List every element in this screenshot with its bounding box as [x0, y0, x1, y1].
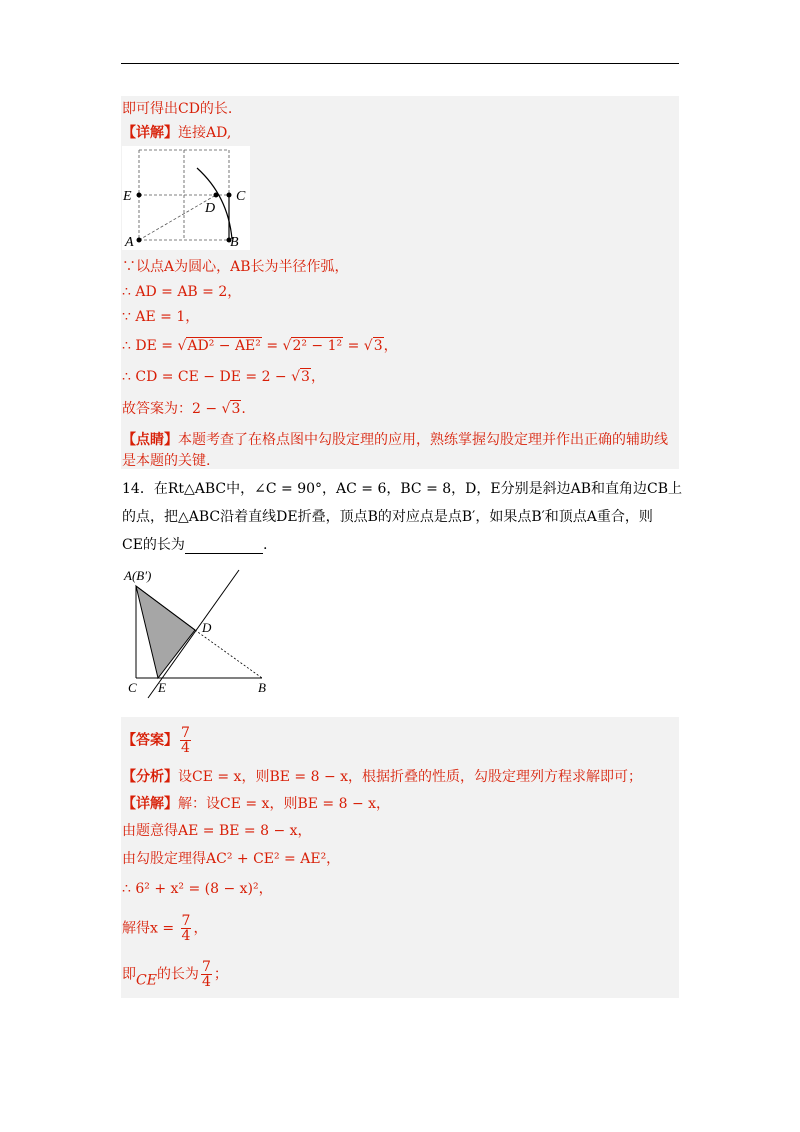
label-e: E — [123, 189, 132, 204]
answer-denominator: 4 — [181, 740, 190, 756]
answer-value: 2 − — [192, 401, 222, 417]
comment-line-2: 是本题的关键. — [122, 453, 211, 469]
final-mid: 的长为 — [156, 966, 199, 983]
question-14-prefix: CE的长为 — [122, 537, 185, 553]
solution-step-5 — [122, 960, 228, 990]
label-d: D — [205, 201, 216, 216]
analysis-line — [122, 768, 642, 786]
label-c: C — [236, 189, 246, 204]
comment-line — [122, 431, 668, 449]
fold-triangle-figure — [122, 566, 272, 706]
detail-tag: 【详解】 — [122, 125, 178, 141]
step-4-solve-prefix: 解得x = — [122, 920, 179, 937]
solve-fraction — [181, 914, 192, 943]
solution-step-3: ∴ 6² + x² = (8 − x)²， — [122, 881, 273, 897]
detail-line-14 — [122, 795, 390, 813]
label-b-2: B — [258, 680, 266, 695]
header-rule — [121, 63, 679, 64]
step-4-radicand-3: 3 — [373, 338, 383, 354]
step-4-prefix: ∴ DE = — [122, 338, 178, 354]
step-4-eq-2: = — [343, 338, 364, 354]
conclude-line: 即可得出CD的长. — [122, 101, 233, 117]
label-a: A — [125, 235, 134, 250]
final-fraction — [201, 960, 212, 989]
analysis-text: 设CE = x，则BE = 8 − x，根据折叠的性质，勾股定理列方程求解即可； — [178, 769, 643, 785]
step-4-radicand-1: AD² − AE² — [187, 338, 261, 354]
answer-prefix: 故答案为： — [122, 401, 192, 417]
step-2: ∴ AD = AB = 2， — [122, 284, 242, 300]
answer-blank[interactable] — [185, 539, 263, 554]
solve-denominator: 4 — [181, 928, 191, 944]
answer-suffix: . — [241, 401, 246, 417]
question-14-suffix: . — [262, 537, 268, 553]
detail-line — [122, 124, 231, 142]
final-numerator: 7 — [201, 959, 211, 975]
solution-step-1: 由题意得AE = BE = 8 − x， — [122, 823, 312, 839]
step-1: ∵以点A为圆心，AB长为半径作弧， — [122, 259, 349, 275]
comment-text: 本题考查了在格点图中勾股定理的应用，熟练掌握勾股定理并作出正确的辅助线 — [178, 432, 668, 448]
final-ce: CE — [136, 972, 157, 989]
answer-fraction — [180, 726, 191, 755]
solution-step-2: 由勾股定理得AC² + CE² = AE²， — [122, 851, 341, 867]
solve-numerator: 7 — [181, 913, 191, 929]
step-5-prefix: ∴ CD = CE − DE = 2 − — [122, 369, 292, 385]
detail-tag-14: 【详解】 — [122, 796, 178, 812]
step-3: ∵ AE = 1， — [122, 309, 200, 325]
label-c-2: C — [128, 680, 137, 695]
question-14-line-2: 的点，把△ABC沿着直线DE折叠，顶点B的对应点是点B′，如果点B′和顶点A重合，则 — [122, 509, 653, 525]
question-14-line-1: 14．在Rt△ABC中，∠C = 90°，AC = 6，BC = 8，D，E分别是斜边AB和直角边CB上 — [122, 481, 683, 497]
comment-tag: 【点睛】 — [122, 432, 178, 448]
answer-line-13: 故答案为：2 − √3. — [122, 401, 246, 417]
detail-text-14: 解：设CE = x，则BE = 8 − x， — [178, 796, 391, 812]
step-4-eq: = — [261, 338, 283, 354]
final-prefix: 即 — [122, 966, 136, 983]
step-4-suffix: ， — [383, 338, 398, 354]
question-14-line-3 — [122, 536, 267, 554]
label-b: B — [230, 235, 239, 250]
label-d-2: D — [202, 620, 212, 635]
answer-numerator: 7 — [181, 725, 190, 741]
step-4-radicand-2: 2² − 1² — [292, 338, 343, 354]
analysis-tag: 【分析】 — [122, 769, 178, 785]
grid-figure — [122, 146, 250, 250]
final-denominator: 4 — [201, 974, 211, 990]
answer-tag: 【答案】 — [122, 732, 178, 749]
final-suffix: ； — [213, 966, 228, 983]
step-4-solve-suffix: ， — [193, 920, 208, 937]
label-e-2: E — [158, 680, 166, 695]
step-5: ∴ CD = CE − DE = 2 − √3， — [122, 369, 325, 385]
answer-radicand: 3 — [231, 401, 241, 417]
step-5-radicand: 3 — [301, 369, 310, 385]
label-a-b-prime: A(B′) — [124, 568, 152, 583]
solution-step-4 — [122, 914, 207, 943]
step-5-suffix: ， — [310, 369, 325, 385]
answer-line-14 — [122, 726, 193, 755]
detail-text: 连接AD, — [178, 125, 232, 141]
step-4: ∴ DE = √AD² − AE² = √2² − 1² = √3， — [122, 338, 398, 354]
